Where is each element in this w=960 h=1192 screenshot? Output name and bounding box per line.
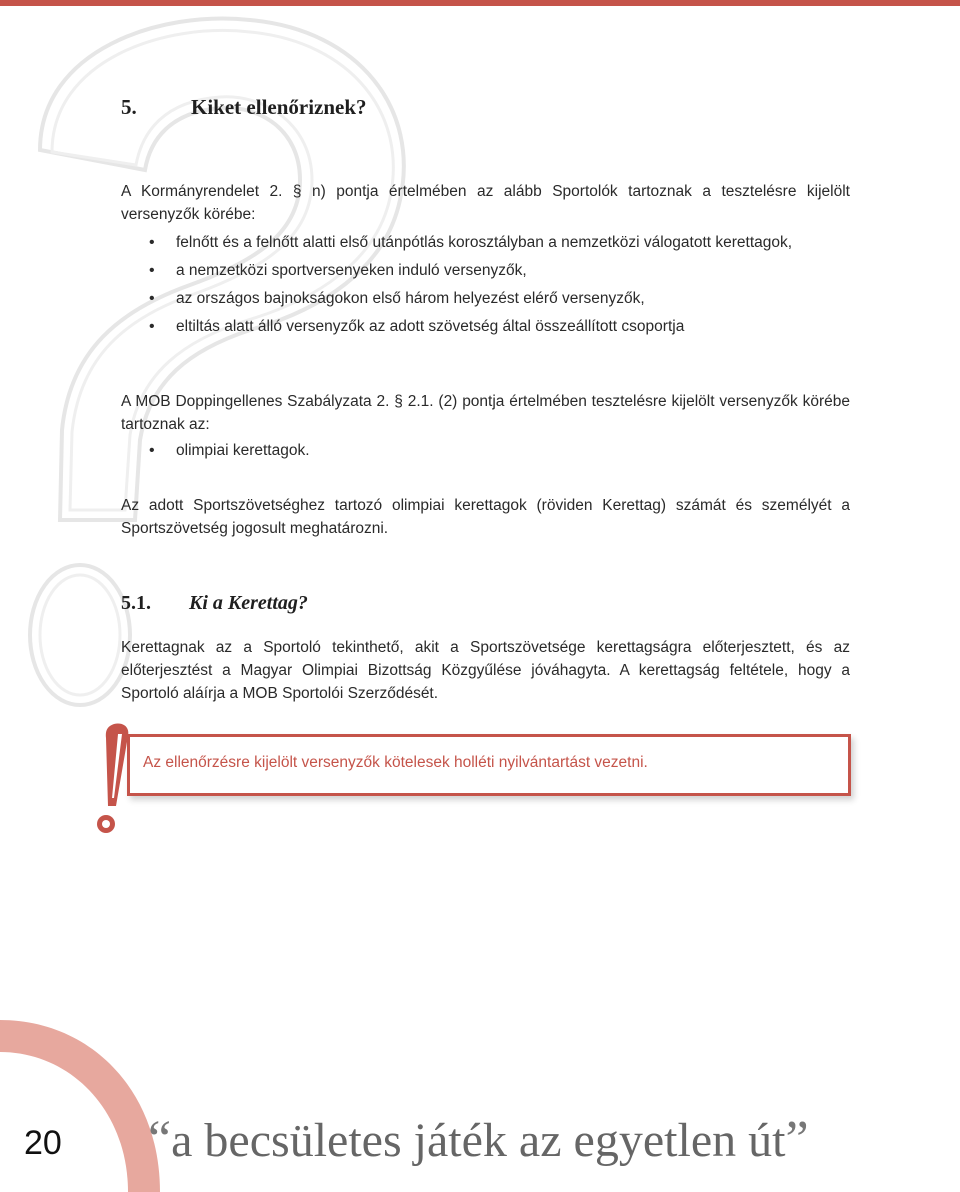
motto-text: a becsületes játék az egyetlen út [171, 1114, 786, 1167]
close-quote: ” [785, 1111, 809, 1168]
section-5-1-heading [121, 592, 308, 615]
section-5-heading [121, 95, 367, 120]
list-item: • eltiltás alatt álló versenyzők az adott szövetség által összeállított csoportja [121, 315, 850, 338]
open-quote: “ [148, 1111, 172, 1168]
paragraph-mob-rules: A MOB Doppingellenes Szabályzata 2. § 2.1. (2) pontja értelmében tesztelésre kijelölt versenyzők körébe tartoznak az: [121, 393, 850, 433]
exclamation-icon [92, 720, 142, 840]
bullet-list-athletes [121, 231, 850, 343]
paragraph-federation: Az adott Sportszövetséghez tartozó olimpiai kerettagok (röviden Kerettag) számát és személyét a Sportszövetség jogosult meghatározni. [121, 497, 850, 537]
list-item: • felnőtt és a felnőtt alatti első utánpótlás korosztályban a nemzetközi válogatott kerettagok, [121, 231, 850, 254]
list-item: • az országos bajnokságokon első három helyezést elérő versenyzők, [121, 287, 850, 310]
section-number: 5.1. [121, 592, 151, 614]
paragraph-kerettag: Kerettagnak az a Sportoló tekinthető, akit a Sportszövetsége kerettagságra előterjesztett, és az előterjesztést a Magyar Olimpiai Bizottság Közgyűlése jóváhagyta. A kerettagság feltétele, hogy a Sportoló aláírja a MOB Sportolói Szerződését. [121, 639, 850, 702]
paragraph-regulation: A Kormányrendelet 2. § n) pontja értelmében az alább Sportolók tartoznak a tesztelésre kijelölt versenyzők körébe: [121, 183, 850, 223]
page-number: 20 [24, 1124, 62, 1162]
warning-text: Az ellenőrzésre kijelölt versenyzők kötelesek holléti nyilvántartást vezetni. [143, 754, 648, 771]
bullet-list-olympic [121, 439, 850, 467]
list-item: • a nemzetközi sportversenyeken induló versenyzők, [121, 259, 850, 282]
list-item: • olimpiai kerettagok. [121, 439, 850, 462]
section-title: Kiket ellenőriznek? [191, 95, 367, 119]
warning-callout [127, 734, 851, 796]
section-title: Ki a Kerettag? [189, 592, 308, 614]
footer-motto [148, 1110, 809, 1169]
section-number: 5. [121, 95, 137, 119]
